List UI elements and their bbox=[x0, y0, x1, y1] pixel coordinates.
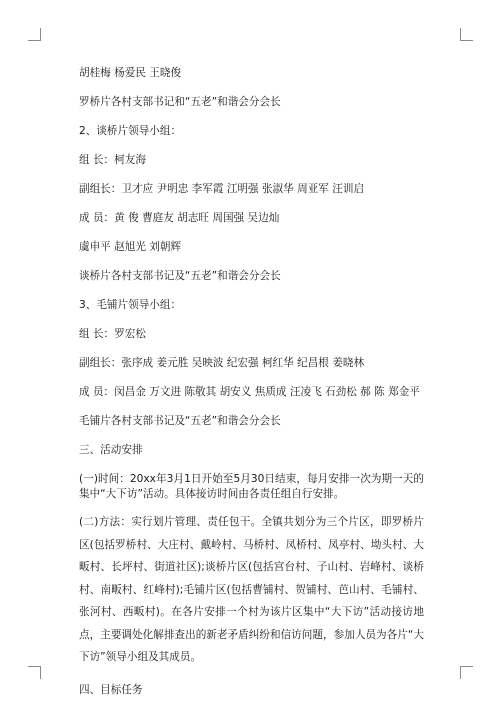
tanqiao-members-line: 成 员：黄 俊 曹庭友 胡志旺 周国强 吴边灿 bbox=[79, 212, 280, 224]
crop-mark-top-right bbox=[460, 28, 473, 41]
member-names-line: 胡桂梅 杨爱民 王晓俊 bbox=[79, 67, 182, 79]
maopu-village-line: 毛铺片各村支部书记及“五老”和谐会分会长 bbox=[79, 415, 281, 427]
section-heading-goals: 四、目标任务 bbox=[79, 683, 143, 696]
maopu-members-line: 成 员：闵昌金 万文进 陈敬其 胡安义 焦质成 汪凌飞 石劲松 郝 陈 郑金平 bbox=[79, 386, 420, 398]
tanqiao-village-line: 谈桥片各村支部书记及“五老”和谐会分会长 bbox=[79, 270, 281, 282]
section-heading-tanqiao: 2、谈桥片领导小组： bbox=[79, 125, 182, 137]
crop-mark-bottom-right bbox=[460, 666, 473, 679]
tanqiao-deputy-line: 副组长：卫才应 尹明忠 李军霞 江明强 张淑华 周亚军 汪训启 bbox=[79, 183, 365, 195]
crop-mark-top-left bbox=[28, 28, 41, 41]
paragraph-time: (一)时间：20xx年3月1日开始至5月30日结束，每月安排一次为期一天的集中“大下访”活动。具体接访时间由各责任组自行安排。 bbox=[79, 473, 424, 500]
maopu-deputy-line: 副组长：张序成 姜元胜 吴映波 纪宏强 柯红华 纪昌根 姜晓林 bbox=[79, 357, 365, 369]
crop-mark-bottom-left bbox=[28, 666, 41, 679]
section-heading-activities: 三、活动安排 bbox=[79, 444, 143, 456]
paragraph-method: (二)方法：实行划片管理、责任包干。全镇共划分为三个片区，即罗桥片区(包括罗桥村、大庄村、戴岭村、马桥村、凤桥村、凤亭村、坳头村、大畈村、长坪村、街道社区);谈桥片区(包括宫台村、子山村、岩峰村、谈桥村、南畈村、红峰村);毛铺片区(包括曹铺村、贺铺村、芭山村、毛铺村、张河村、西畈村)。在各片安排一个村为该片区集中“大下访”活动接访地点，主要调处化解排查出的新老矛盾纠纷和信访问题，参加人员为各片“大下访”领导小组及其成员。 bbox=[79, 516, 424, 663]
document-body bbox=[79, 66, 424, 697]
maopu-leader-line: 组 长：罗宏松 bbox=[79, 328, 146, 340]
tanqiao-leader-line: 组 长：柯友海 bbox=[79, 154, 146, 166]
tanqiao-members-line-2: 虞申平 赵旭光 刘朝辉 bbox=[79, 241, 182, 253]
section-heading-maopu: 3、毛铺片领导小组： bbox=[79, 299, 182, 311]
luoqiao-members-line: 罗桥片各村支部书记和“五老”和谐会分会长 bbox=[79, 96, 281, 108]
